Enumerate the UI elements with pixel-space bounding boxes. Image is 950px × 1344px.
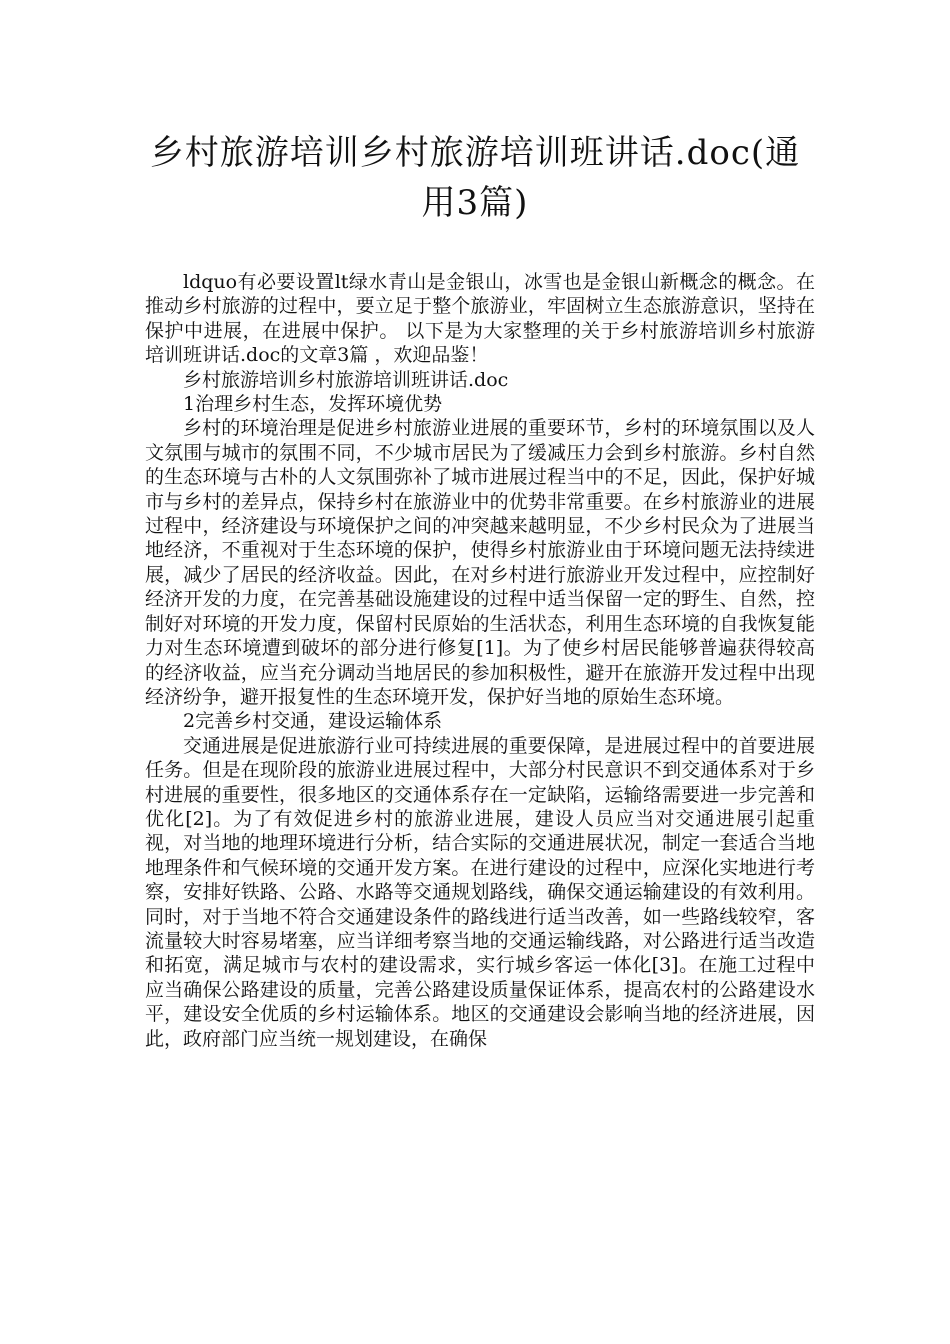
document-title: 乡村旅游培训乡村旅游培训班讲话.doc(通用3篇) [149, 133, 801, 223]
section-heading: 乡村旅游培训乡村旅游培训班讲话.doc [183, 368, 509, 391]
document-body [145, 270, 815, 1051]
body-paragraph-1: 乡村的环境治理是促进乡村旅游业进展的重要环节，乡村的环境氛围以及人文氛围与城市的氛围不同，不少城市居民为了缓减压力会到乡村旅游。乡村自然的生态环境与古朴的人文氛围弥补了城市进展过程当中的不足，因此，保护好城市与乡村的差异点，保持乡村在旅游业中的优势非常重要。在乡村旅游业的进展过程中，经济建设与环境保护之间的冲突越来越明显，不少乡村民众为了进展当地经济，不重视对于生态环境的保护，使得乡村旅游业由于环境问题无法持续进展，减少了居民的经济收益。因此，在对乡村进行旅游业开发过程中，应控制好经济开发的力度，在完善基础设施建设的过程中适当保留一定的野生、自然，控制好对环境的开发力度，保留村民原始的生活状态，利用生态环境的自我恢复能力对生态环境遭到破坏的部分进行修复[1]。为了使乡村居民能够普遍获得较高的经济收益，应当充分调动当地居民的参加积极性，避开在旅游开发过程中出现经济纷争，避开报复性的生态环境开发，保护好当地的原始生态环境。 [145, 417, 815, 708]
intro-paragraph: ldquo有必要设置lt绿水青山是金银山，冰雪也是金银山新概念的概念。在推动乡村旅游的过程中，要立足于整个旅游业，牢固树立生态旅游意识，坚持在保护中进展，在进展中保护。 以下是为大家整理的关于乡村旅游培训乡村旅游培训班讲话.doc的文章3篇 ，欢迎品鉴！ [145, 271, 815, 367]
body-paragraph-2: 交通进展是促进旅游行业可持续进展的重要保障，是进展过程中的首要进展任务。但是在现阶段的旅游业进展过程中，大部分村民意识不到交通体系对于乡村进展的重要性，很多地区的交通体系存在一定缺陷，运输络需要进一步完善和优化[2]。为了有效促进乡村的旅游业进展，建设人员应当对交通进展引起重视，对当地的地理环境进行分析，结合实际的交通进展状况，制定一套适合当地地理条件和气候环境的交通开发方案。在进行建设的过程中，应深化实地进行考察，安排好铁路、公路、水路等交通规划路线，确保交通运输建设的有效利用。同时，对于当地不符合交通建设条件的路线进行适当改善，如一些路线较窄，客流量较大时容易堵塞，应当详细考察当地的交通运输线路，对公路进行适当改造和拓宽，满足城市与农村的建设需求，实行城乡客运一体化[3]。在施工过程中应当确保公路建设的质量，完善公路建设质量保证体系，提高农村的公路建设水平，建设安全优质的乡村运输体系。地区的交通建设会影响当地的经济进展，因此，政府部门应当统一规划建设，在确保 [145, 734, 815, 1050]
subsection-heading-2: 2完善乡村交通，建设运输体系 [183, 710, 443, 733]
subsection-heading-1: 1治理乡村生态，发挥环境优势 [183, 393, 443, 416]
